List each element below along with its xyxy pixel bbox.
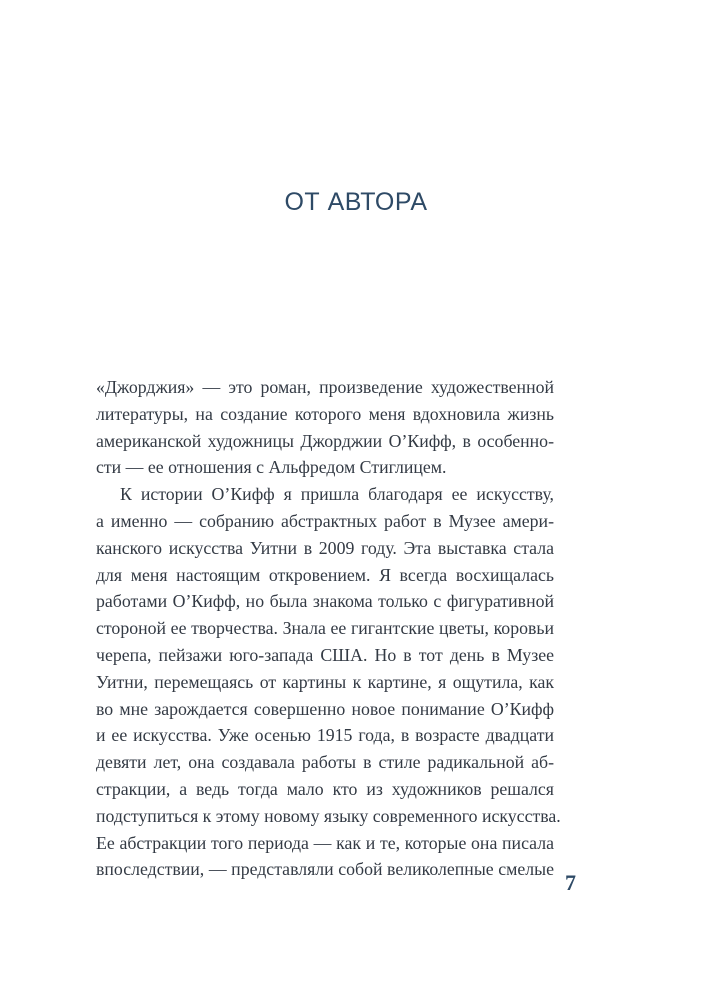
text-line: К истории О’Кифф я пришла благодаря ее искусству, xyxy=(120,484,554,505)
text-line: работами О’Кифф, но была знакома только с фигуративной xyxy=(96,591,554,612)
text-line: стороной ее творчества. Знала ее гигантские цветы, коровьи xyxy=(96,618,554,639)
text-line: литературы, на создание которого меня вдохновила жизнь xyxy=(96,403,554,424)
text-line: для меня настоящим откровением. Я всегда восхищалась xyxy=(96,564,554,585)
chapter-heading: ОТ АВТОРА xyxy=(284,188,428,216)
text-line: и ее искусства. Уже осенью 1915 года, в возрасте двадцати xyxy=(96,725,554,746)
text-line: черепа, пейзажи юго-запада США. Но в тот день в Музее xyxy=(96,644,554,665)
text-line: Уитни, перемещаясь от картины к картине, я ощутила, как xyxy=(96,671,554,692)
text-line: а именно — собранию абстрактных работ в Музее амери- xyxy=(96,510,554,531)
text-line: впоследствии, — представляли собой великолепные смелые xyxy=(96,859,554,880)
text-line: во мне зарождается совершенно новое понимание О’Кифф xyxy=(96,698,554,719)
text-line: канского искусства Уитни в 2009 году. Эта выставка стала xyxy=(96,537,554,558)
text-line: девяти лет, она создавала работы в стиле радикальной аб- xyxy=(96,752,554,773)
text-line: сти — ее отношения с Альфредом Стиглицем. xyxy=(96,457,447,478)
text-line: стракции, а ведь тогда мало кто из художников решался xyxy=(96,778,554,799)
text-line: Ее абстракции того периода — как и те, которые она писала xyxy=(96,832,554,853)
body-text xyxy=(96,374,561,883)
text-line: «Джорджия» — это роман, произведение художественной xyxy=(96,377,554,397)
text-line: американской художницы Джорджии О’Кифф, в особенно- xyxy=(96,430,554,451)
text-line: подступиться к этому новому языку современного искусства. xyxy=(96,805,561,826)
page-number: 7 xyxy=(565,870,576,895)
